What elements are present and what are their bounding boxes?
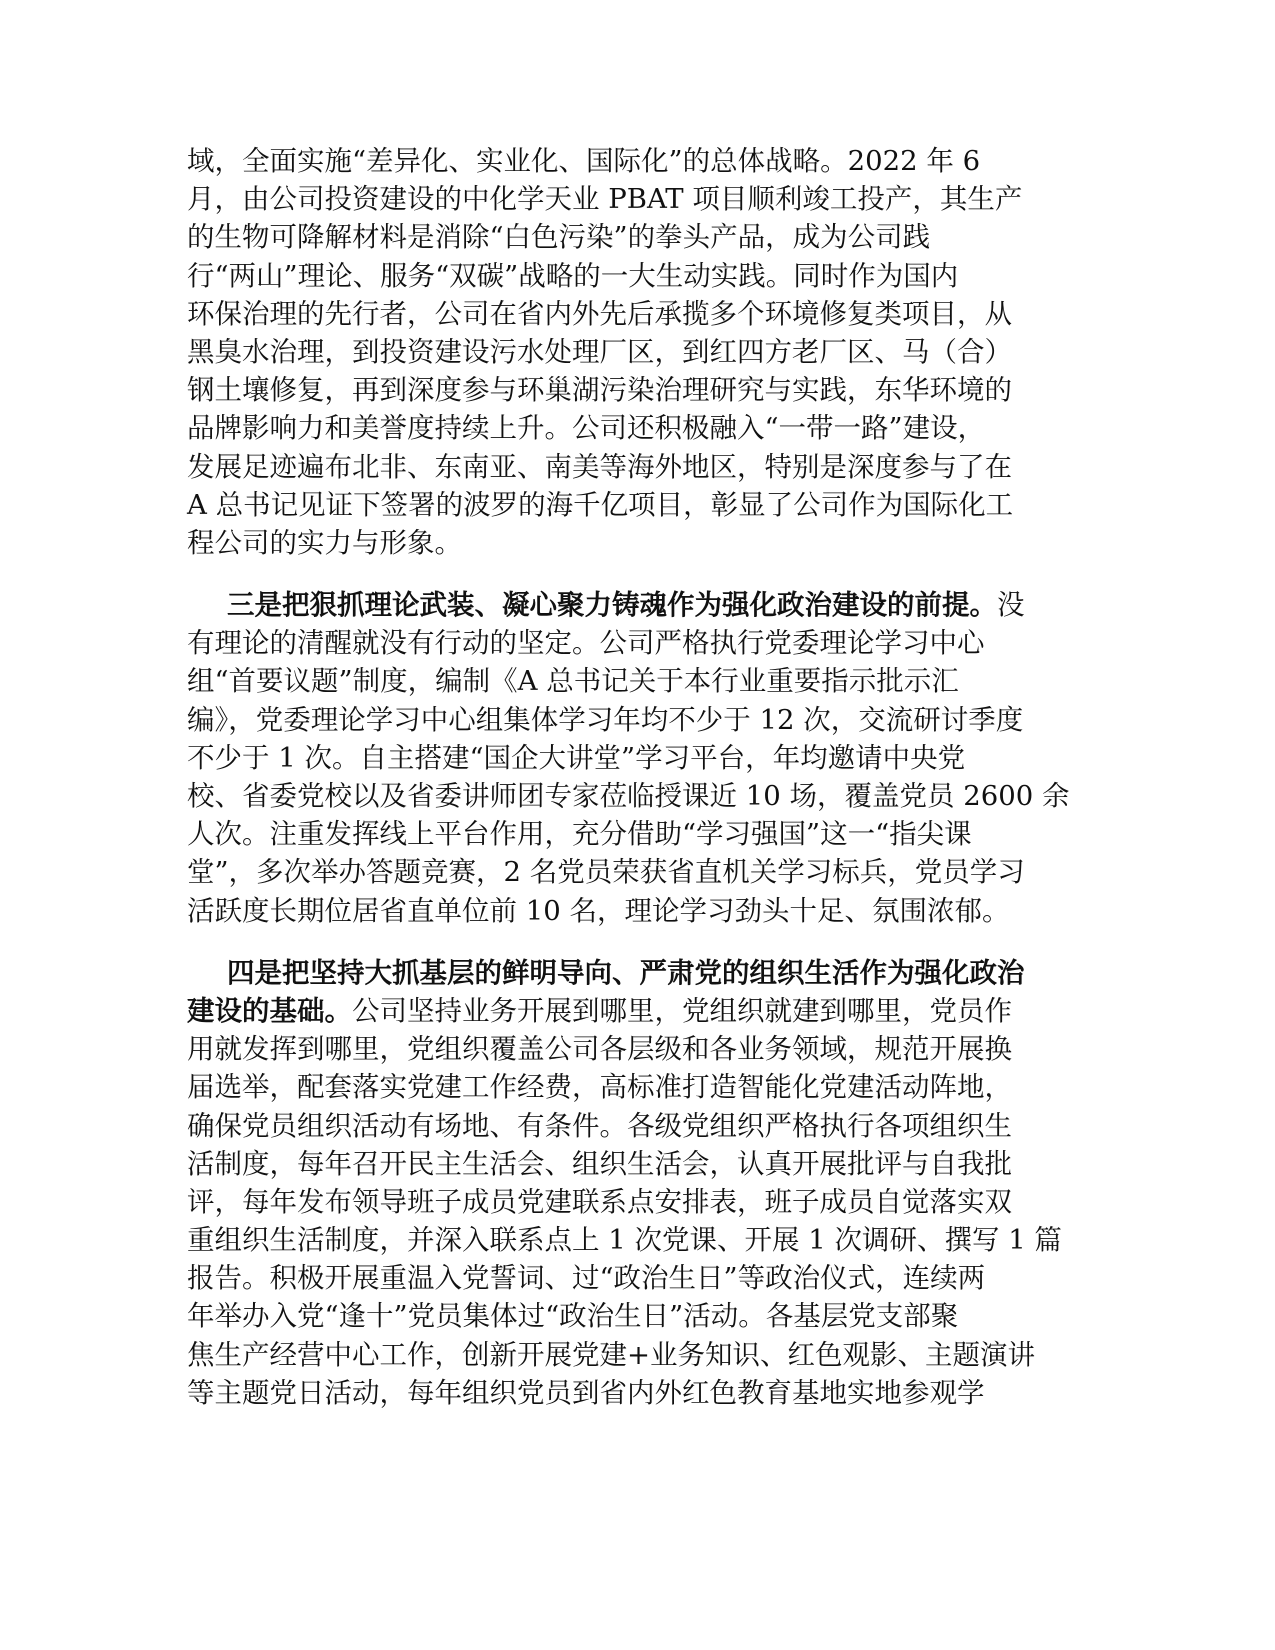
text-line: 报告。积极开展重温入党誓词、过“政治生日”等政治仪式，连续两 xyxy=(187,1262,986,1295)
text-line: 校、省委党校以及省委讲师团专家莅临授课近 10 场，覆盖党员 2600 余 xyxy=(187,780,1070,812)
text-line: 活跃度长期位居省直单位前 10 名，理论学习劲头十足、氛围浓郁。 xyxy=(187,894,1010,927)
text-line: 的生物可降解材料是消除“白色污染”的拳头产品，成为公司践 xyxy=(187,221,931,254)
text-line: 重组织生活制度，并深入联系点上 1 次党课、开展 1 次调研、撰写 1 篇 xyxy=(187,1224,1062,1257)
text-line: 域，全面实施“差异化、实业化、国际化”的总体战略。2022 年 6 xyxy=(187,145,981,177)
paragraph-lead-heading: 四是把坚持大抓基层的鲜明导向、严肃党的组织生活作为强化政治 xyxy=(227,956,1025,989)
body-text xyxy=(187,142,1082,1412)
text-line: 程公司的实力与形象。 xyxy=(187,526,462,559)
paragraph-spacer xyxy=(187,930,1082,954)
text-line: 环保治理的先行者，公司在省内外先后承揽多个环境修复类项目，从 xyxy=(187,297,1012,330)
text-line: 堂”，多次举办答题竞赛，2 名党员荣获省直机关学习标兵，党员学习 xyxy=(187,856,1025,889)
text-line: 届选举，配套落实党建工作经费，高标准打造智能化党建活动阵地， xyxy=(187,1071,1012,1104)
text-line: 活制度，每年召开民主生活会、组织生活会，认真开展批评与自我批 xyxy=(187,1147,1012,1180)
paragraph-3 xyxy=(187,954,1082,1412)
paragraph-lead-heading: 建设的基础。 xyxy=(187,994,352,1027)
text-run: 没 xyxy=(997,589,1025,622)
text-line: 人次。注重发挥线上平台作用，充分借助“学习强国”这一“指尖课 xyxy=(187,818,972,851)
text-line: 评，每年发布领导班子成员党建联系点安排表，班子成员自觉落实双 xyxy=(187,1185,1012,1218)
text-line: 组“首要议题”制度，编制《A 总书记关于本行业重要指示批示汇 xyxy=(187,665,959,698)
text-line: 行“两山”理论、服务“双碳”战略的一大生动实践。同时作为国内 xyxy=(187,259,959,292)
text-line: A 总书记见证下签署的波罗的海千亿项目，彰显了公司作为国际化工 xyxy=(187,488,1014,521)
text-line: 钢土壤修复，再到深度参与环巢湖污染治理研究与实践，东华环境的 xyxy=(187,374,1012,407)
text-run: 公司坚持业务开展到哪里，党组织就建到哪里，党员作 xyxy=(352,994,1012,1027)
paragraph-1 xyxy=(187,142,1082,562)
paragraph-spacer xyxy=(187,562,1082,586)
text-line: 确保党员组织活动有场地、有条件。各级党组织严格执行各项组织生 xyxy=(187,1109,1012,1142)
text-line xyxy=(187,992,1082,1030)
text-line: 发展足迹遍布北非、东南亚、南美等海外地区，特别是深度参与了在 xyxy=(187,450,1012,483)
text-line: 月，由公司投资建设的中化学天业 PBAT 项目顺利竣工投产，其生产 xyxy=(187,183,1023,216)
text-line: 品牌影响力和美誉度持续上升。公司还积极融入“一带一路”建设， xyxy=(187,412,986,445)
text-line: 等主题党日活动，每年组织党员到省内外红色教育基地实地参观学 xyxy=(187,1376,985,1409)
text-line: 焦生产经营中心工作，创新开展党建+业务知识、红色观影、主题演讲 xyxy=(187,1338,1036,1371)
text-line: 年举办入党“逢十”党员集体过“政治生日”活动。各基层党支部聚 xyxy=(187,1300,959,1333)
text-line: 编》，党委理论学习中心组集体学习年均不少于 12 次，交流研讨季度 xyxy=(187,703,1024,736)
text-line: 用就发挥到哪里，党组织覆盖公司各层级和各业务领域，规范开展换 xyxy=(187,1033,1012,1066)
paragraph-2 xyxy=(187,586,1082,930)
text-line xyxy=(187,954,1082,992)
text-line xyxy=(187,586,1082,624)
text-line: 不少于 1 次。自主搭建“国企大讲堂”学习平台，年均邀请中央党 xyxy=(187,741,966,774)
paragraph-lead-heading: 三是把狠抓理论武装、凝心聚力铸魂作为强化政治建设的前提。 xyxy=(227,589,997,622)
text-line: 有理论的清醒就没有行动的坚定。公司严格执行党委理论学习中心 xyxy=(187,627,985,660)
text-line: 黑臭水治理，到投资建设污水处理厂区，到红四方老厂区、马（合） xyxy=(187,335,1012,368)
